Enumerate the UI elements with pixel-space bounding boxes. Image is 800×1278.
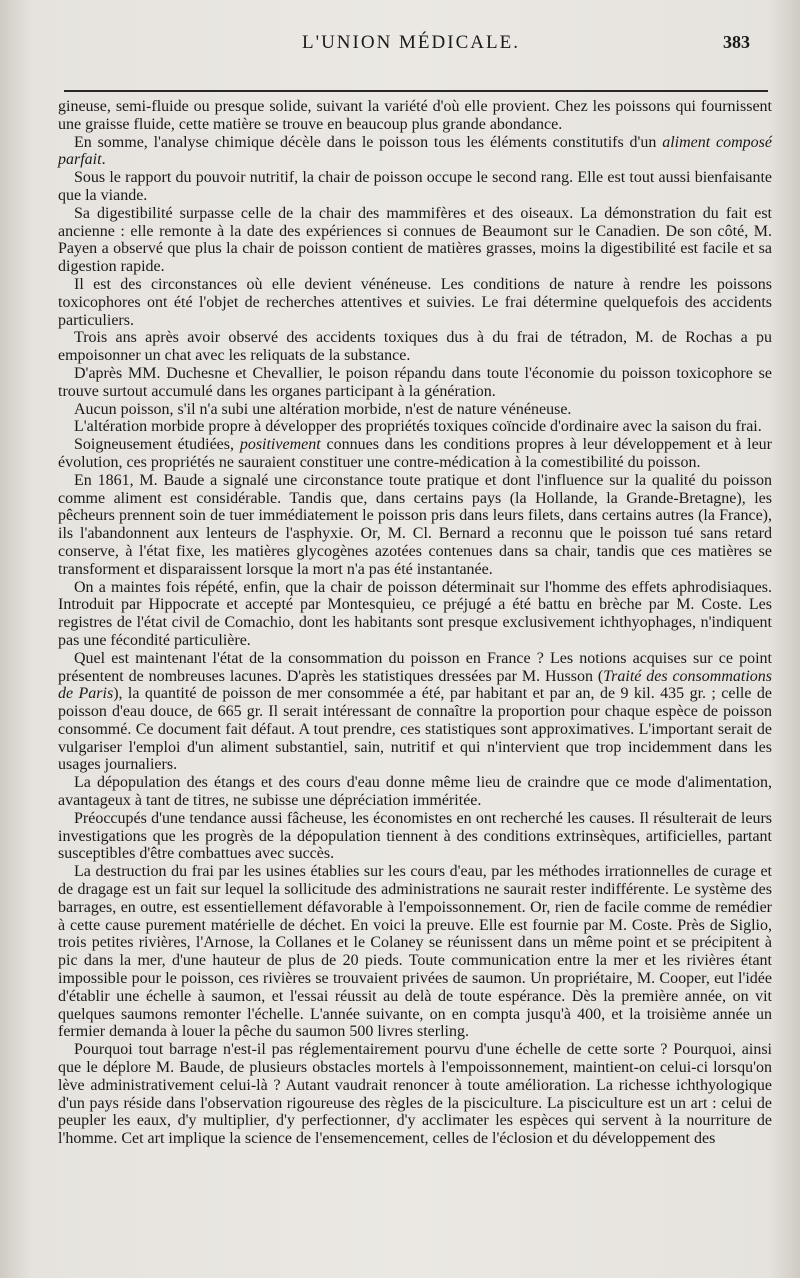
header-rule (64, 90, 768, 92)
page-header (72, 28, 750, 64)
text-run: gineuse, semi-fluide ou presque solide, suivant la variété d'où elle provient. Chez les poissons qui fournissent une graisse fluide, cette matière se trouve en beaucoup plus grande abondance. (58, 98, 772, 133)
text-run: . (101, 151, 106, 169)
paragraph (58, 276, 772, 329)
text-run: Il est des circonstances où elle devient vénéneuse. Les conditions de nature à rendre les poissons toxicophores ont été l'objet de recherches attentives et suivies. Le frai détermine quelquefois des accidents particuliers. (58, 275, 772, 329)
paragraph (58, 810, 772, 863)
text-run: Trois ans après avoir observé des accidents toxiques dus à du frai de tétradon, M. de Rochas a pu empoisonner un chat avec les reliquats de la substance. (58, 329, 772, 365)
text-run: ), la quantité de poisson de mer consommée a été, par habitant et par an, de 9 kil. 435 gr. ; celle de poisson d'eau douce, de 665 gr. Il serait intéressant de connaître la proportion pour chaque espèce de poisson consommé. Ce document fait défaut. A tout prendre, ces statistiques sont approximatives. L'important serait de vulgariser l'emploi d'un aliment substantiel, sain, nutritif et qui n'intervient que trop incidemment dans les usages journaliers. (58, 685, 772, 774)
italic-text: positivement (239, 436, 321, 454)
text-run: L'altération morbide propre à développer des propriétés toxiques coïncide d'ordinaire avec la saison du frai. (74, 418, 762, 436)
text-run: D'après MM. Duchesne et Chevallier, le poison répandu dans toute l'économie du poisson toxicophore se trouve surtout accumulé dans les organes participant à la génération. (58, 364, 772, 400)
running-title: L'UNION MÉDICALE. (302, 32, 520, 53)
paragraph (58, 134, 772, 170)
paragraph (58, 472, 772, 579)
text-run: La destruction du frai par les usines établies sur les cours d'eau, par les méthodes irrationnelles de curage et de dragage est un fait sur lequel la sollicitude des administrations ne saurait rester indifférente. Le système des barrages, en outre, est essentiellement défavorable à l'empoissonnement. Or, rien de facile comme de remédier à cette cause purement matérielle de déchet. En voici la preuve. Elle est fournie par M. Coste. Près de Siglio, trois petites rivières, l'Arnose, la Collanes et le Colaney se réunissent dans un même point et se précipitent à pic dans la mer, d'une hauteur de plus de 20 pieds. Toute communication entre la mer et les rivières étant impossible pour le poisson, ces rivières se trouvaient privées de saumon. Un propriétaire, M. Cooper, eut l'idée d'établir une échelle à saumon, et l'essai réussit au delà de toute espérance. Dès la première année, on vit quelques saumons remonter l'échelle. L'année suivante, on en compta jusqu'à 400, et la troisième année un fermier demanda à louer la pêche du saumon 500 livres sterling. (58, 863, 772, 1041)
text-run: Sous le rapport du pouvoir nutritif, la chair de poisson occupe le second rang. Elle est tout aussi bienfaisante que la viande. (58, 169, 772, 204)
page-number: 383 (723, 32, 750, 52)
text-run: Aucun poisson, s'il n'a subi une altération morbide, n'est de nature vénéneuse. (74, 400, 572, 418)
text-run: Quel est maintenant l'état de la consommation du poisson en France ? Les notions acquises sur ce point présentent de nombreuses lacunes. D'après les statistiques dressées par M. Husson ( (58, 649, 772, 685)
paragraph (58, 650, 772, 775)
text-run: La dépopulation des étangs et des cours d'eau donne même lieu de craindre que ce mode d'alimentation, avantageux à tant de titres, ne subisse une dépréciation imméritée. (58, 774, 772, 810)
text-run: On a maintes fois répété, enfin, que la chair de poisson déterminait sur l'homme des effets aphrodisiaques. Introduit par Hippocrate et accepté par Montesquieu, ce préjugé a été battu en brèche par M. Coste. Les registres de l'état civil de Comachio, dont les habitants sont presque exclusivement ichthyophages, n'indiquent pas une fécondité particulière. (58, 578, 772, 649)
text-run: En somme, l'analyse chimique décèle dans le poisson tous les éléments constitutifs d'un (74, 133, 663, 151)
text-run: Préoccupés d'une tendance aussi fâcheuse, les économistes en ont recherché les causes. Il résulterait de leurs investigations que les progrès de la dépopulation tiennent à des conditions extrinsèques, artificielles, partant susceptibles d'être combattues avec succès. (58, 809, 772, 863)
paragraph (58, 329, 772, 365)
paragraph (58, 436, 772, 472)
paragraph (58, 418, 772, 436)
text-run: connues dans les conditions propres à leur développement et à leur évolution, ces propriétés ne sauraient constituer une contre-médication à la comestibilité du poisson. (58, 436, 773, 471)
paragraph (58, 365, 772, 401)
paragraph (58, 863, 772, 1041)
paragraph (58, 774, 772, 810)
italic-text: aliment composé parfait (58, 133, 772, 169)
paragraph (58, 169, 772, 205)
paragraph (58, 1041, 772, 1148)
paragraph (58, 205, 772, 276)
text-run: En 1861, M. Baude a signalé une circonstance toute pratique et dont l'influence sur la qualité du poisson comme aliment est considérable. Tandis que, dans certains pays (la Hollande, la Grande-Bretagne), les pêcheurs prennent soin de tuer immédiatement le poisson pris dans leurs filets, dans certains autres (la France), ils l'abandonnent aux lenteurs de l'asphyxie. Or, M. Cl. Bernard a reconnu que le poisson tué sans retard conserve, à l'état fixe, les matières glycogènes azotées contenues dans sa chair, tandis que ces matières se transforment et disparaissent lorsque la mort n'a pas été instantanée. (58, 471, 772, 578)
text-run: Pourquoi tout barrage n'est-il pas réglementairement pourvu d'une échelle de cette sorte ? Pourquoi, ainsi que le déplore M. Baude, de plusieurs obstacles mortels à l'empoissonnement, maintient-on celui-ci lorsqu'on lève administrativement celui-là ? Autant vaudrait renoncer à toute amélioration. La richesse ichthyologique d'un pays réside dans l'observation rigoureuse des règles de la pisciculture. La pisciculture est un art : celui de peupler les eaux, d'y multiplier, d'y perfectionner, d'y acclimater les espèces qui servent à la nourriture de l'homme. Cet art implique la science de l'ensemencement, celles de l'éclosion et du développement des (58, 1041, 772, 1148)
paragraph (58, 579, 772, 650)
italic-text: Traité des consommations de Paris (58, 667, 773, 703)
text-run: Soigneusement étudiées, (74, 436, 240, 454)
paragraph (58, 401, 772, 419)
paragraph (58, 98, 772, 134)
body-text (58, 98, 772, 1148)
text-run: Sa digestibilité surpasse celle de la chair des mammifères et des oiseaux. La démonstration du fait est ancienne : elle remonte à la date des expériences si connues de Beaumont sur le Canadien. De son côté, M. Payen a observé que plus la chair de poisson contient de matières grasses, moins la digestibilité est facile et sa digestion rapide. (58, 204, 772, 276)
